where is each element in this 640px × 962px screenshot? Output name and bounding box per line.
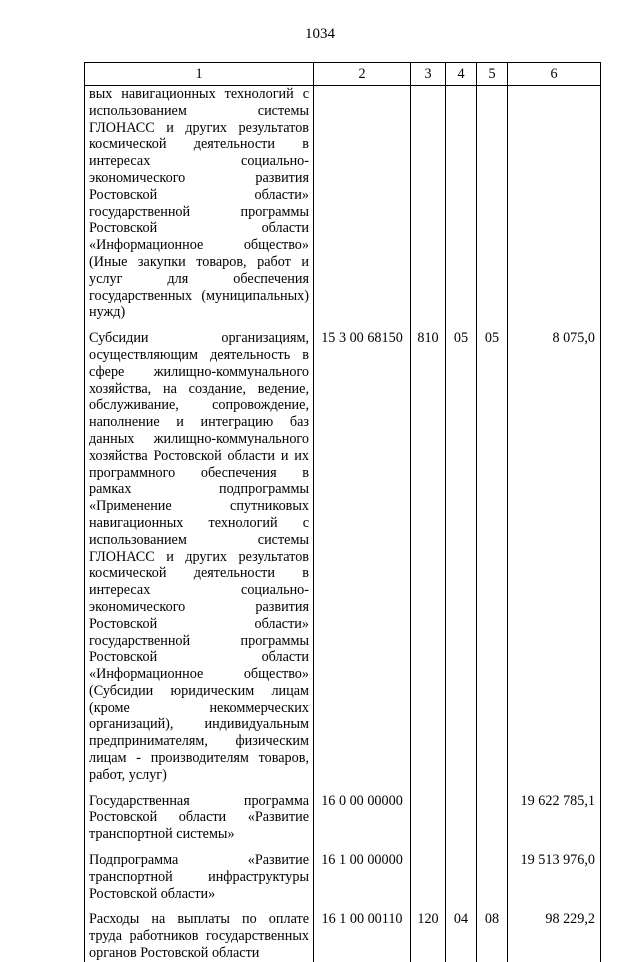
- row-col-4: 04: [446, 911, 477, 961]
- row-col-4: [446, 86, 477, 331]
- row-code: 15 3 00 68150: [314, 330, 411, 793]
- page-number: 1034: [305, 26, 335, 42]
- row-col-3: [411, 852, 446, 911]
- row-col-3: 120: [411, 911, 446, 961]
- row-name: вых навигационных технологий с использованием системы ГЛОНАСС и других результатов космической деятельности в интересах социально-экономического развития Ростовской области» государственной программы Ростовской области «Информационное общество» (Иные закупки товаров, работ и услуг для обеспечения государственных (муниципальных) нужд): [85, 86, 314, 331]
- header-row: [85, 63, 601, 86]
- row-col-5: [477, 793, 508, 852]
- row-sum: [508, 86, 601, 331]
- header-col-3: 3: [411, 63, 446, 86]
- budget-table: [84, 62, 601, 962]
- row-sum: 8 075,0: [508, 330, 601, 793]
- row-col-4: 05: [446, 330, 477, 793]
- table-row: [85, 330, 601, 793]
- row-name: Государственная программа Ростовской области «Развитие транспортной системы»: [85, 793, 314, 852]
- row-sum: 98 229,2: [508, 911, 601, 961]
- row-col-3: [411, 793, 446, 852]
- row-code: 16 1 00 00000: [314, 852, 411, 911]
- row-col-3: [411, 86, 446, 331]
- header-col-6: 6: [508, 63, 601, 86]
- table-row: [85, 911, 601, 961]
- row-name: Субсидии организациям, осуществляющим деятельность в сфере жилищно-коммунального хозяйства, на создание, ведение, обслуживание, сопровождение, наполнение и интеграцию баз данных жилищно-коммунального хозяйства Ростовской области и их программного обеспечения в рамках подпрограммы «Применение спутниковых навигационных технологий с использованием системы ГЛОНАСС и других результатов космической деятельности в интересах социально-экономического развития Ростовской области» государственной программы Ростовской области «Информационное общество» (Субсидии юридическим лицам (кроме некоммерческих организаций), индивидуальным предпринимателям, физическим лицам - производителям товаров, работ, услуг): [85, 330, 314, 793]
- row-col-5: [477, 86, 508, 331]
- row-col-5: 05: [477, 330, 508, 793]
- table-row: [85, 852, 601, 911]
- row-col-4: [446, 793, 477, 852]
- header-col-1: 1: [85, 63, 314, 86]
- row-col-4: [446, 852, 477, 911]
- row-col-5: 08: [477, 911, 508, 961]
- table-row: [85, 793, 601, 852]
- header-col-4: 4: [446, 63, 477, 86]
- row-code: 16 0 00 00000: [314, 793, 411, 852]
- row-code: [314, 86, 411, 331]
- row-col-3: 810: [411, 330, 446, 793]
- header-col-5: 5: [477, 63, 508, 86]
- row-name: Подпрограмма «Развитие транспортной инфраструктуры Ростовской области»: [85, 852, 314, 911]
- table-row: [85, 86, 601, 331]
- row-code: 16 1 00 00110: [314, 911, 411, 961]
- row-name: Расходы на выплаты по оплате труда работников государственных органов Ростовской области: [85, 911, 314, 961]
- row-col-5: [477, 852, 508, 911]
- row-sum: 19 513 976,0: [508, 852, 601, 911]
- header-col-2: 2: [314, 63, 411, 86]
- row-sum: 19 622 785,1: [508, 793, 601, 852]
